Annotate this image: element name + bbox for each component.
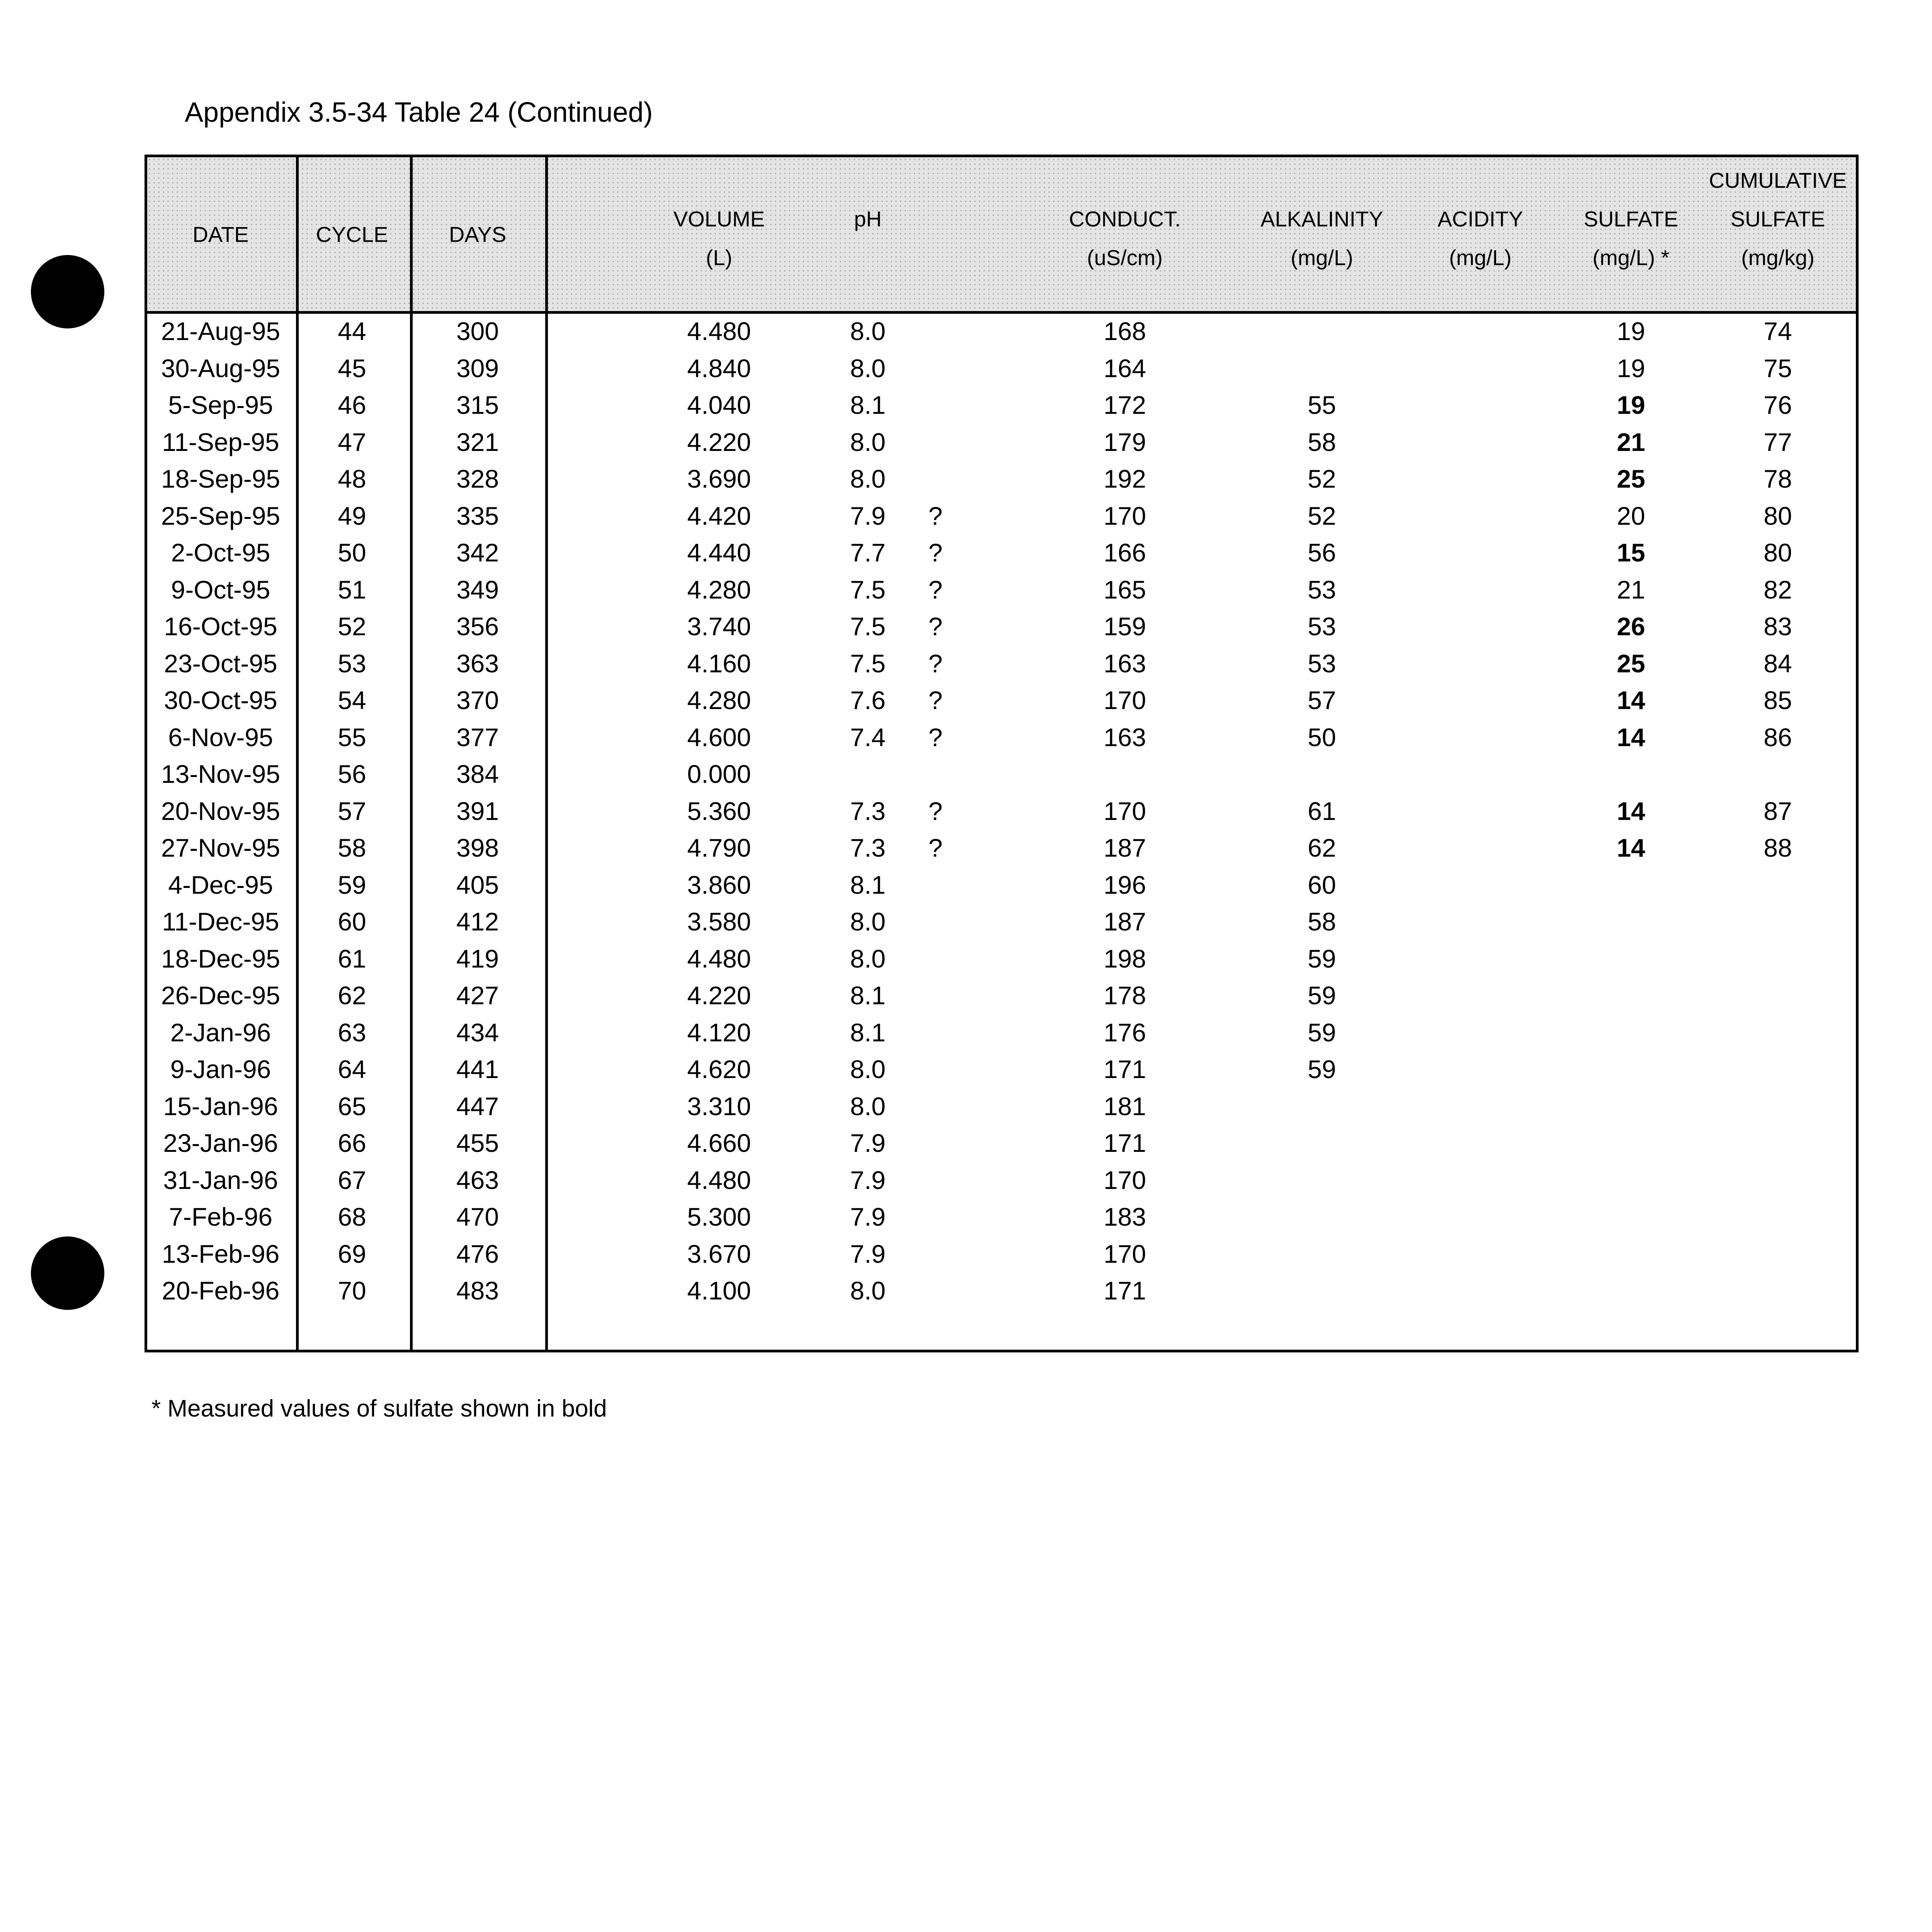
cell-conduct: 178 — [1103, 981, 1146, 1010]
cell-days: 427 — [456, 981, 499, 1010]
cell-ph: 8.0 — [850, 317, 886, 345]
cell-conduct: 166 — [1103, 538, 1146, 567]
binder-hole-icon — [31, 255, 104, 328]
cell-cycle: 61 — [338, 944, 366, 973]
cell-days: 377 — [456, 723, 499, 752]
cell-cycle: 69 — [338, 1239, 366, 1268]
cell-volume: 4.040 — [687, 391, 751, 419]
cell-conduct: 181 — [1103, 1092, 1146, 1121]
cell-conduct: 187 — [1103, 833, 1146, 862]
cell-ph: 7.9 — [850, 1239, 886, 1268]
cell-ph: 7.5 — [850, 575, 886, 604]
cell-date: 9-Jan-96 — [170, 1055, 271, 1083]
cell-flag: ? — [928, 575, 943, 604]
cell-alkalinity: 56 — [1308, 538, 1336, 567]
cell-ph: 8.0 — [850, 944, 886, 973]
cell-cycle: 56 — [338, 760, 366, 788]
cell-days: 412 — [456, 907, 499, 936]
cell-cumulative: 83 — [1764, 612, 1792, 641]
header-acidity: ACIDITY — [1437, 207, 1523, 231]
cell-cumulative: 84 — [1764, 649, 1792, 678]
header-conduct-unit: (uS/cm) — [1087, 245, 1163, 270]
cell-cycle: 68 — [338, 1202, 366, 1231]
cell-days: 470 — [456, 1202, 499, 1231]
cell-sulfate: 21 — [1617, 575, 1645, 604]
cell-sulfate: 19 — [1617, 354, 1645, 383]
cell-cycle: 51 — [338, 575, 366, 604]
header-date: DATE — [192, 222, 249, 247]
cell-cumulative: 88 — [1764, 833, 1792, 862]
cell-sulfate: 14 — [1617, 686, 1645, 714]
cell-cycle: 66 — [338, 1129, 366, 1157]
data-table — [145, 155, 1859, 1352]
cell-cycle: 70 — [338, 1276, 366, 1305]
cell-cumulative: 76 — [1764, 391, 1792, 419]
cell-days: 483 — [456, 1276, 499, 1305]
cell-alkalinity: 59 — [1308, 1018, 1336, 1047]
cell-sulfate: 21 — [1617, 427, 1645, 456]
cell-cycle: 45 — [338, 354, 366, 383]
cell-ph: 7.3 — [850, 796, 886, 825]
cell-flag: ? — [928, 612, 943, 641]
cell-sulfate: 14 — [1617, 723, 1645, 752]
cell-volume: 5.360 — [687, 796, 751, 825]
cell-cumulative: 87 — [1764, 796, 1792, 825]
cell-conduct: 163 — [1103, 649, 1146, 678]
cell-cycle: 60 — [338, 907, 366, 936]
cell-alkalinity: 62 — [1308, 833, 1336, 862]
cell-days: 419 — [456, 944, 499, 973]
cell-volume: 4.280 — [687, 686, 751, 714]
cell-date: 15-Jan-96 — [163, 1092, 278, 1121]
header-volume: VOLUME — [673, 207, 765, 231]
header-cumulative-unit: (mg/kg) — [1741, 245, 1815, 270]
cell-alkalinity: 50 — [1308, 723, 1336, 752]
cell-ph: 8.0 — [850, 1055, 886, 1083]
cell-conduct: 163 — [1103, 723, 1146, 752]
header-cumulative-sulfate: SULFATE — [1730, 207, 1825, 231]
cell-ph: 7.9 — [850, 1165, 886, 1194]
cell-cycle: 57 — [338, 796, 366, 825]
cell-alkalinity: 52 — [1308, 501, 1336, 530]
cell-volume: 0.000 — [687, 760, 751, 788]
cell-date: 30-Aug-95 — [161, 354, 281, 383]
cell-ph: 7.6 — [850, 686, 886, 714]
cell-cumulative: 75 — [1764, 354, 1792, 383]
cell-date: 30-Oct-95 — [164, 686, 277, 714]
cell-sulfate: 19 — [1617, 317, 1645, 345]
cell-ph: 7.9 — [850, 1202, 886, 1231]
cell-cumulative: 85 — [1764, 686, 1792, 714]
cell-volume: 4.840 — [687, 354, 751, 383]
cell-volume: 4.160 — [687, 649, 751, 678]
cell-volume: 4.480 — [687, 944, 751, 973]
cell-ph: 8.0 — [850, 427, 886, 456]
cell-volume: 4.600 — [687, 723, 751, 752]
cell-date: 11-Sep-95 — [162, 427, 279, 456]
cell-date: 4-Dec-95 — [168, 870, 273, 899]
cell-cumulative: 82 — [1764, 575, 1792, 604]
cell-days: 356 — [456, 612, 499, 641]
cell-date: 11-Dec-95 — [162, 907, 279, 936]
cell-days: 342 — [456, 538, 499, 567]
cell-flag: ? — [928, 796, 943, 825]
cell-days: 328 — [456, 464, 499, 493]
header-volume-unit: (L) — [706, 245, 733, 270]
cell-cumulative: 74 — [1764, 317, 1792, 345]
cell-flag: ? — [928, 686, 943, 714]
cell-ph: 7.5 — [850, 649, 886, 678]
cell-alkalinity: 55 — [1308, 391, 1336, 419]
cell-date: 13-Feb-96 — [162, 1239, 280, 1268]
cell-date: 31-Jan-96 — [163, 1165, 278, 1194]
cell-cumulative: 78 — [1764, 464, 1792, 493]
header-days: DAYS — [449, 222, 507, 247]
cell-alkalinity: 61 — [1308, 796, 1336, 825]
cell-date: 20-Nov-95 — [161, 796, 281, 825]
cell-days: 384 — [456, 760, 499, 788]
cell-volume: 4.220 — [687, 427, 751, 456]
cell-sulfate: 20 — [1617, 501, 1645, 530]
cell-cumulative: 80 — [1764, 501, 1792, 530]
cell-ph: 8.0 — [850, 354, 886, 383]
cell-conduct: 171 — [1103, 1129, 1146, 1157]
header-conduct: CONDUCT. — [1069, 207, 1181, 231]
cell-date: 2-Oct-95 — [171, 538, 270, 567]
cell-conduct: 170 — [1103, 796, 1146, 825]
cell-conduct: 165 — [1103, 575, 1146, 604]
cell-days: 370 — [456, 686, 499, 714]
cell-volume: 4.420 — [687, 501, 751, 530]
cell-cycle: 50 — [338, 538, 366, 567]
cell-flag: ? — [928, 723, 943, 752]
cell-conduct: 170 — [1103, 1239, 1146, 1268]
cell-volume: 3.670 — [687, 1239, 751, 1268]
cell-volume: 3.580 — [687, 907, 751, 936]
cell-conduct: 159 — [1103, 612, 1146, 641]
cell-conduct: 196 — [1103, 870, 1146, 899]
cell-days: 398 — [456, 833, 499, 862]
cell-flag: ? — [928, 501, 943, 530]
cell-date: 18-Sep-95 — [161, 464, 281, 493]
cell-alkalinity: 58 — [1308, 907, 1336, 936]
cell-sulfate: 14 — [1617, 796, 1645, 825]
cell-date: 18-Dec-95 — [161, 944, 281, 973]
cell-days: 300 — [456, 317, 499, 345]
cell-days: 315 — [456, 391, 499, 419]
cell-date: 6-Nov-95 — [168, 723, 273, 752]
cell-days: 391 — [456, 796, 499, 825]
cell-conduct: 192 — [1103, 464, 1146, 493]
cell-cumulative: 86 — [1764, 723, 1792, 752]
cell-ph: 8.1 — [850, 981, 886, 1010]
cell-alkalinity: 58 — [1308, 427, 1336, 456]
cell-sulfate: 25 — [1617, 649, 1645, 678]
header-ph: pH — [854, 207, 882, 231]
cell-date: 20-Feb-96 — [162, 1276, 280, 1305]
footnote: * Measured values of sulfate shown in bold — [151, 1395, 607, 1422]
cell-conduct: 176 — [1103, 1018, 1146, 1047]
cell-cycle: 49 — [338, 501, 366, 530]
header-acidity-unit: (mg/L) — [1449, 245, 1512, 270]
cell-date: 5-Sep-95 — [168, 391, 273, 419]
cell-sulfate: 15 — [1617, 538, 1645, 567]
cell-cycle: 54 — [338, 686, 366, 714]
cell-conduct: 170 — [1103, 501, 1146, 530]
cell-conduct: 164 — [1103, 354, 1146, 383]
cell-cycle: 47 — [338, 427, 366, 456]
cell-ph: 8.1 — [850, 1018, 886, 1047]
cell-flag: ? — [928, 833, 943, 862]
cell-sulfate: 19 — [1617, 391, 1645, 419]
cell-days: 447 — [456, 1092, 499, 1121]
header-alkalinity-unit: (mg/L) — [1291, 245, 1353, 270]
cell-days: 405 — [456, 870, 499, 899]
cell-volume: 3.740 — [687, 612, 751, 641]
cell-alkalinity: 59 — [1308, 981, 1336, 1010]
cell-conduct: 179 — [1103, 427, 1146, 456]
header-sulfate-unit: (mg/L) * — [1592, 245, 1670, 270]
cell-date: 27-Nov-95 — [161, 833, 281, 862]
cell-days: 349 — [456, 575, 499, 604]
cell-volume: 4.280 — [687, 575, 751, 604]
cell-days: 363 — [456, 649, 499, 678]
cell-date: 25-Sep-95 — [161, 501, 281, 530]
cell-volume: 4.120 — [687, 1018, 751, 1047]
cell-date: 23-Jan-96 — [163, 1129, 278, 1157]
cell-days: 335 — [456, 501, 499, 530]
table-title: Appendix 3.5-34 Table 24 (Continued) — [185, 97, 653, 128]
cell-volume: 4.790 — [687, 833, 751, 862]
cell-conduct: 198 — [1103, 944, 1146, 973]
cell-volume: 4.480 — [687, 317, 751, 345]
cell-ph: 7.9 — [850, 1129, 886, 1157]
cell-cycle: 59 — [338, 870, 366, 899]
cell-conduct: 170 — [1103, 686, 1146, 714]
cell-flag: ? — [928, 649, 943, 678]
header-cycle: CYCLE — [316, 222, 388, 247]
cell-cycle: 67 — [338, 1165, 366, 1194]
column-divider — [545, 157, 548, 1350]
cell-alkalinity: 53 — [1308, 649, 1336, 678]
cell-cycle: 55 — [338, 723, 366, 752]
cell-ph: 8.1 — [850, 391, 886, 419]
cell-ph: 8.0 — [850, 1092, 886, 1121]
cell-alkalinity: 52 — [1308, 464, 1336, 493]
cell-days: 309 — [456, 354, 499, 383]
cell-cycle: 63 — [338, 1018, 366, 1047]
cell-date: 9-Oct-95 — [171, 575, 270, 604]
table-header — [147, 157, 1856, 314]
cell-volume: 4.660 — [687, 1129, 751, 1157]
cell-cycle: 58 — [338, 833, 366, 862]
cell-volume: 3.860 — [687, 870, 751, 899]
cell-days: 441 — [456, 1055, 499, 1083]
cell-volume: 5.300 — [687, 1202, 751, 1231]
binder-hole-icon — [31, 1236, 104, 1310]
cell-cycle: 53 — [338, 649, 366, 678]
cell-ph: 7.5 — [850, 612, 886, 641]
cell-volume: 4.100 — [687, 1276, 751, 1305]
cell-alkalinity: 59 — [1308, 944, 1336, 973]
cell-volume: 3.310 — [687, 1092, 751, 1121]
cell-date: 23-Oct-95 — [164, 649, 277, 678]
cell-ph: 7.3 — [850, 833, 886, 862]
cell-days: 321 — [456, 427, 499, 456]
cell-sulfate: 14 — [1617, 833, 1645, 862]
cell-date: 21-Aug-95 — [161, 317, 281, 345]
cell-cycle: 64 — [338, 1055, 366, 1083]
cell-cumulative: 80 — [1764, 538, 1792, 567]
cell-cycle: 52 — [338, 612, 366, 641]
cell-cycle: 48 — [338, 464, 366, 493]
cell-volume: 4.440 — [687, 538, 751, 567]
cell-alkalinity: 53 — [1308, 575, 1336, 604]
cell-conduct: 168 — [1103, 317, 1146, 345]
cell-ph: 7.9 — [850, 501, 886, 530]
cell-date: 26-Dec-95 — [161, 981, 281, 1010]
cell-conduct: 187 — [1103, 907, 1146, 936]
cell-conduct: 171 — [1103, 1055, 1146, 1083]
cell-conduct: 170 — [1103, 1165, 1146, 1194]
header-alkalinity: ALKALINITY — [1260, 207, 1383, 231]
cell-flag: ? — [928, 538, 943, 567]
cell-days: 434 — [456, 1018, 499, 1047]
cell-conduct: 183 — [1103, 1202, 1146, 1231]
cell-sulfate: 26 — [1617, 612, 1645, 641]
cell-volume: 3.690 — [687, 464, 751, 493]
cell-ph: 7.7 — [850, 538, 886, 567]
cell-days: 476 — [456, 1239, 499, 1268]
cell-cycle: 44 — [338, 317, 366, 345]
cell-days: 455 — [456, 1129, 499, 1157]
cell-alkalinity: 60 — [1308, 870, 1336, 899]
cell-days: 463 — [456, 1165, 499, 1194]
cell-conduct: 172 — [1103, 391, 1146, 419]
cell-ph: 8.0 — [850, 464, 886, 493]
cell-cycle: 46 — [338, 391, 366, 419]
cell-alkalinity: 53 — [1308, 612, 1336, 641]
header-cumulative: CUMULATIVE — [1709, 168, 1847, 192]
cell-cycle: 62 — [338, 981, 366, 1010]
header-sulfate: SULFATE — [1583, 207, 1679, 231]
cell-date: 7-Feb-96 — [169, 1202, 272, 1231]
cell-ph: 8.0 — [850, 907, 886, 936]
cell-date: 13-Nov-95 — [161, 760, 281, 788]
cell-sulfate: 25 — [1617, 464, 1645, 493]
cell-volume: 4.480 — [687, 1165, 751, 1194]
cell-date: 2-Jan-96 — [170, 1018, 271, 1047]
cell-ph: 8.1 — [850, 870, 886, 899]
cell-alkalinity: 57 — [1308, 686, 1336, 714]
cell-cumulative: 77 — [1764, 427, 1792, 456]
cell-ph: 7.4 — [850, 723, 886, 752]
cell-volume: 4.620 — [687, 1055, 751, 1083]
cell-ph: 8.0 — [850, 1276, 886, 1305]
cell-volume: 4.220 — [687, 981, 751, 1010]
cell-conduct: 171 — [1103, 1276, 1146, 1305]
cell-cycle: 65 — [338, 1092, 366, 1121]
cell-alkalinity: 59 — [1308, 1055, 1336, 1083]
cell-date: 16-Oct-95 — [164, 612, 277, 641]
